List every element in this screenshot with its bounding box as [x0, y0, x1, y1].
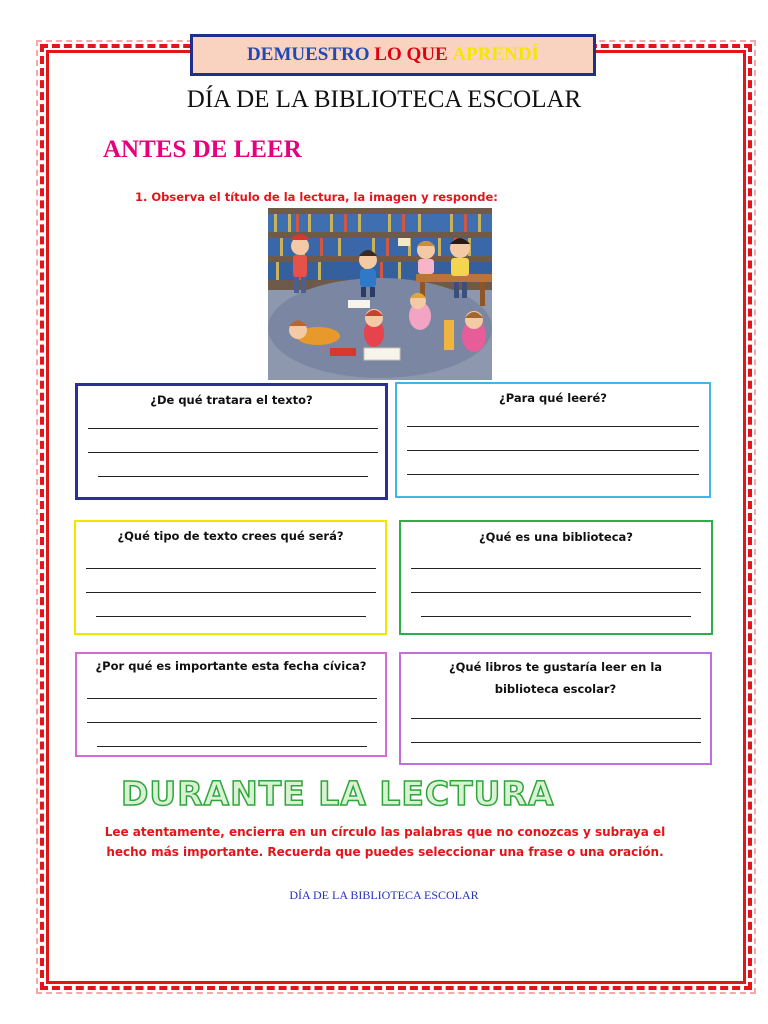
answer-line[interactable]	[88, 428, 378, 429]
answer-line[interactable]	[421, 616, 691, 617]
reading-title: DÍA DE LA BIBLIOTECA ESCOLAR	[289, 888, 479, 902]
answer-line[interactable]	[98, 476, 368, 477]
section-heading-during-reading	[121, 774, 554, 813]
answer-line[interactable]	[407, 426, 699, 427]
answer-line[interactable]	[87, 722, 377, 723]
question-box-3	[74, 520, 387, 635]
question-4-text: ¿Qué es una biblioteca?	[479, 530, 633, 544]
answer-line[interactable]	[96, 616, 366, 617]
instruction-text: 1. Observa el título de la lectura, la imagen y responde:	[135, 190, 498, 204]
answer-line[interactable]	[87, 698, 377, 699]
banner-word-2: LO QUE	[374, 44, 448, 65]
question-box-4	[399, 520, 713, 635]
answer-line[interactable]	[411, 718, 701, 719]
answer-line[interactable]	[86, 568, 376, 569]
page-title: DÍA DE LA BIBLIOTECA ESCOLAR	[186, 86, 582, 113]
answer-line[interactable]	[407, 474, 699, 475]
question-box-6	[399, 652, 712, 765]
question-box-2	[395, 382, 711, 498]
answer-line[interactable]	[86, 592, 376, 593]
library-children-illustration	[268, 208, 492, 380]
question-box-5	[75, 652, 387, 757]
question-box-1	[75, 383, 388, 500]
question-6-text: ¿Qué libros te gustaría leer en la biblioteca escolar?	[448, 660, 663, 696]
answer-line[interactable]	[411, 592, 701, 593]
during-reading-label: DURANTE LA LECTURA	[121, 774, 555, 813]
banner-word-1: DEMUESTRO	[247, 44, 370, 65]
banner-word-3: APRENDÍ	[452, 44, 539, 65]
answer-line[interactable]	[97, 746, 367, 747]
question-2-text: ¿Para qué leeré?	[499, 391, 607, 405]
answer-line[interactable]	[411, 742, 701, 743]
answer-line[interactable]	[407, 450, 699, 451]
question-3-text: ¿Qué tipo de texto crees qué será?	[117, 529, 344, 543]
question-5-text: ¿Por qué es importante esta fecha cívica?	[95, 659, 367, 673]
header-banner	[190, 34, 596, 76]
question-1-text: ¿De qué tratara el texto?	[150, 393, 313, 407]
section-heading-before-reading: ANTES DE LEER	[103, 136, 302, 163]
during-reading-instruction: Lee atentamente, encierra en un círculo las palabras que no conozcas y subraya el hecho más importante. Recuerda que puedes seleccionar una frase o una oración.	[104, 825, 666, 859]
answer-line[interactable]	[88, 452, 378, 453]
answer-line[interactable]	[411, 568, 701, 569]
